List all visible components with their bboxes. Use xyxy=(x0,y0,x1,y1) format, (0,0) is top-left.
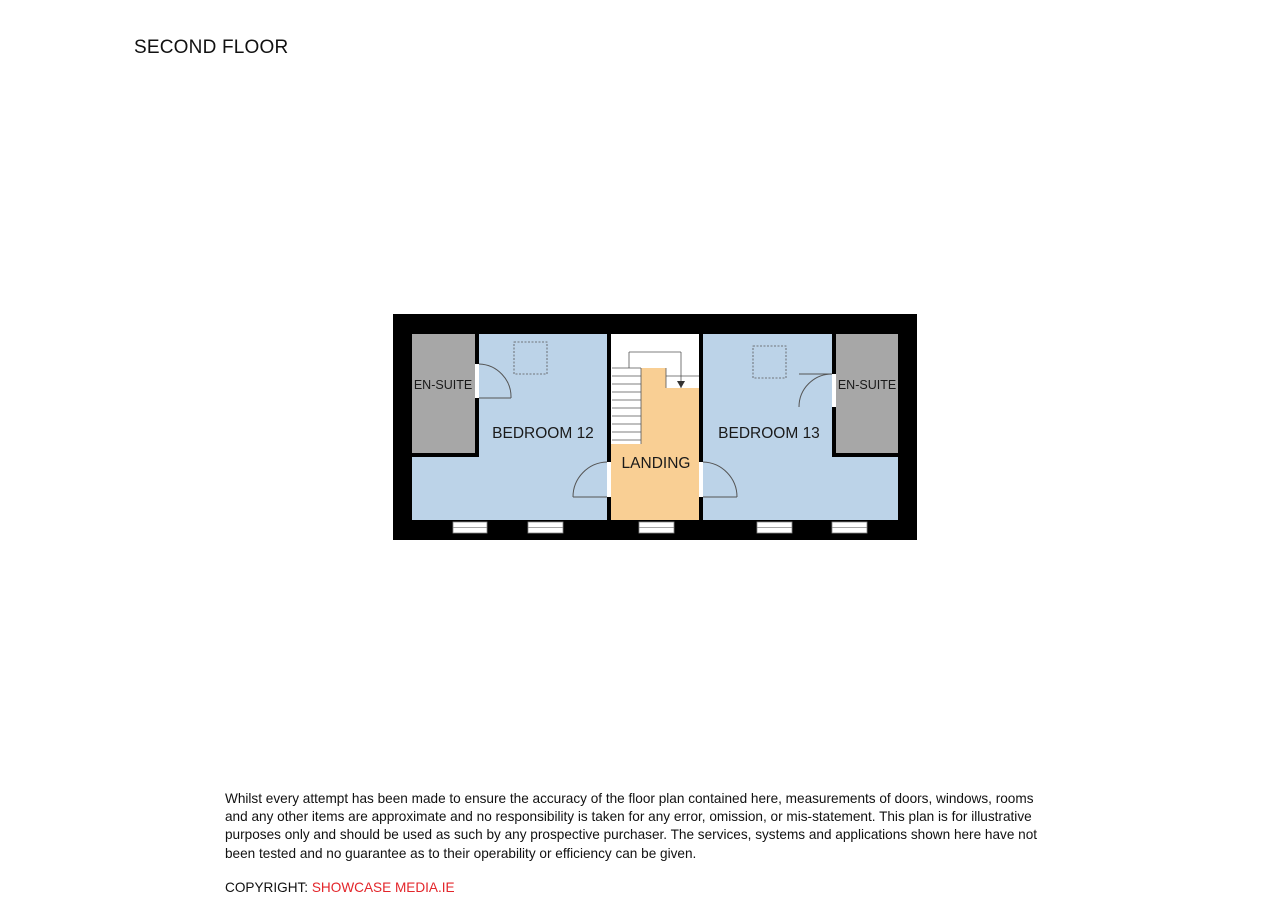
room-ensuite-right xyxy=(836,334,898,453)
copyright-line xyxy=(225,880,455,895)
floor-title: SECOND FLOOR xyxy=(134,37,289,58)
label-bedroom-12: BEDROOM 12 xyxy=(492,425,594,442)
label-ensuite-right: EN-SUITE xyxy=(837,378,897,392)
label-bedroom-13: BEDROOM 13 xyxy=(718,425,820,442)
disclaimer-text: Whilst every attempt has been made to ensure the accuracy of the floor plan contained here, measurements of doors, windows, rooms and any other items are approximate and no responsibility is taken for any error, omission, or mis-statement. This plan is for illustrative purposes only and should be used as such by any prospective purchaser. The services, systems and applications shown here have not been tested and no guarantee as to their operability or efficiency can be given. xyxy=(225,791,1038,861)
copyright-label: COPYRIGHT: xyxy=(225,880,312,895)
label-ensuite-left: EN-SUITE xyxy=(413,378,473,392)
copyright-brand: SHOWCASE MEDIA.IE xyxy=(311,880,455,895)
label-landing: LANDING xyxy=(621,455,691,472)
room-ensuite-left xyxy=(412,334,475,453)
